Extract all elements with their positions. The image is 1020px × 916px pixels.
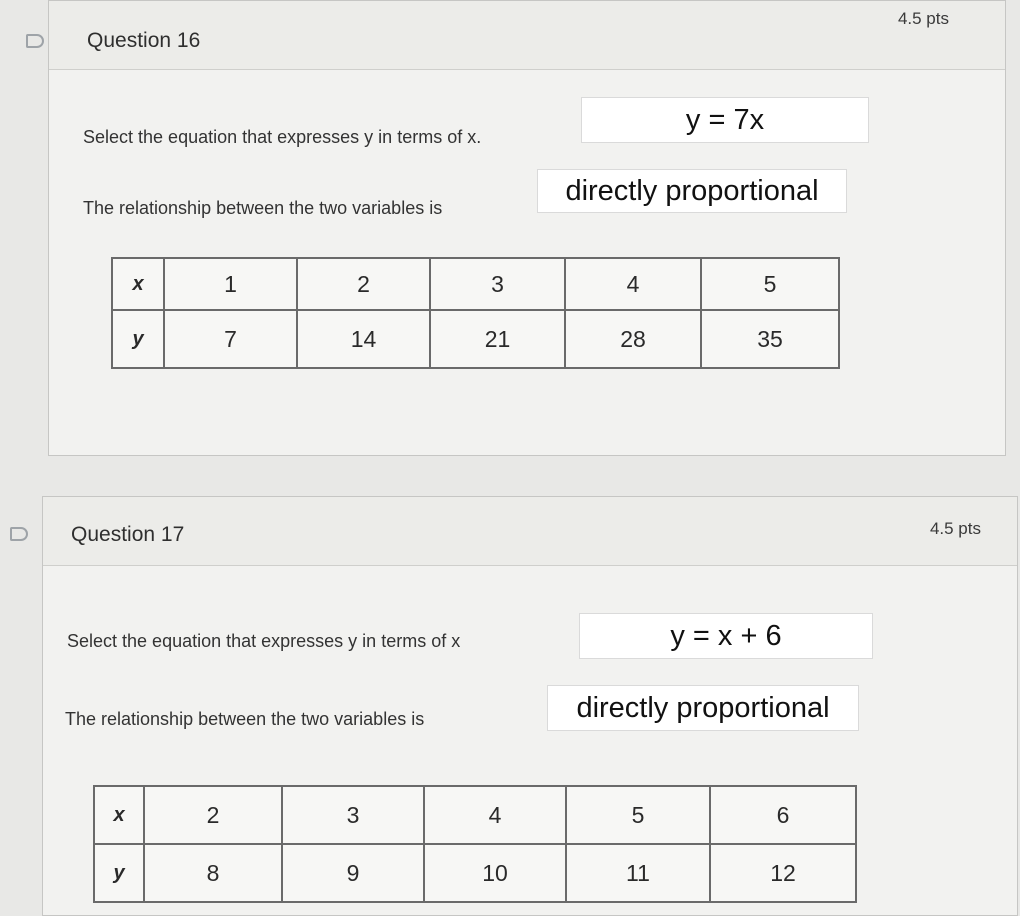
question-17-header	[43, 497, 1017, 566]
table-cell: 12	[710, 844, 856, 902]
table-cell: 6	[710, 786, 856, 844]
table-cell: 1	[164, 258, 297, 310]
question-16-equation-answer[interactable]: y = 7x	[581, 97, 869, 143]
question-17-title: Question 17	[71, 523, 185, 546]
question-17-points: 4.5 pts	[929, 519, 981, 538]
question-17-relationship-answer[interactable]: directly proportional	[547, 685, 859, 731]
table-cell: 3	[430, 258, 565, 310]
table-cell: 7	[164, 310, 297, 368]
question-17-equation-prompt: Select the equation that expresses y in terms of x	[67, 631, 461, 651]
table-cell: 14	[297, 310, 430, 368]
table-cell: 8	[144, 844, 282, 902]
question-16-points: 4.5 pts	[897, 9, 949, 28]
table-cell: 28	[565, 310, 701, 368]
table-cell: 2	[144, 786, 282, 844]
question-16-equation-prompt: Select the equation that expresses y in terms of x.	[83, 127, 482, 147]
question-17-relationship-prompt: The relationship between the two variables is	[65, 709, 425, 729]
table-cell: 11	[566, 844, 710, 902]
x-header-cell: x	[112, 258, 164, 310]
table-cell: 4	[565, 258, 701, 310]
question-16-table	[111, 257, 840, 369]
flag-icon[interactable]	[26, 34, 44, 48]
table-cell: 2	[297, 258, 430, 310]
table-row	[112, 258, 839, 310]
table-cell: 5	[566, 786, 710, 844]
question-17-table	[93, 785, 857, 903]
question-16-title: Question 16	[87, 29, 201, 52]
table-row	[94, 844, 856, 902]
table-cell: 3	[282, 786, 424, 844]
table-cell: 10	[424, 844, 566, 902]
table-cell: 4	[424, 786, 566, 844]
table-row	[112, 310, 839, 368]
flag-icon[interactable]	[10, 527, 28, 541]
table-row	[94, 786, 856, 844]
y-header-cell: y	[94, 844, 144, 902]
table-cell: 5	[701, 258, 839, 310]
question-16-relationship-answer[interactable]: directly proportional	[537, 169, 847, 213]
table-cell: 9	[282, 844, 424, 902]
table-cell: 35	[701, 310, 839, 368]
table-cell: 21	[430, 310, 565, 368]
question-17-card	[42, 496, 1018, 916]
question-16-card	[48, 0, 1006, 456]
question-16-relationship-prompt: The relationship between the two variables is	[83, 198, 443, 218]
y-header-cell: y	[112, 310, 164, 368]
x-header-cell: x	[94, 786, 144, 844]
question-17-equation-answer[interactable]: y = x + 6	[579, 613, 873, 659]
